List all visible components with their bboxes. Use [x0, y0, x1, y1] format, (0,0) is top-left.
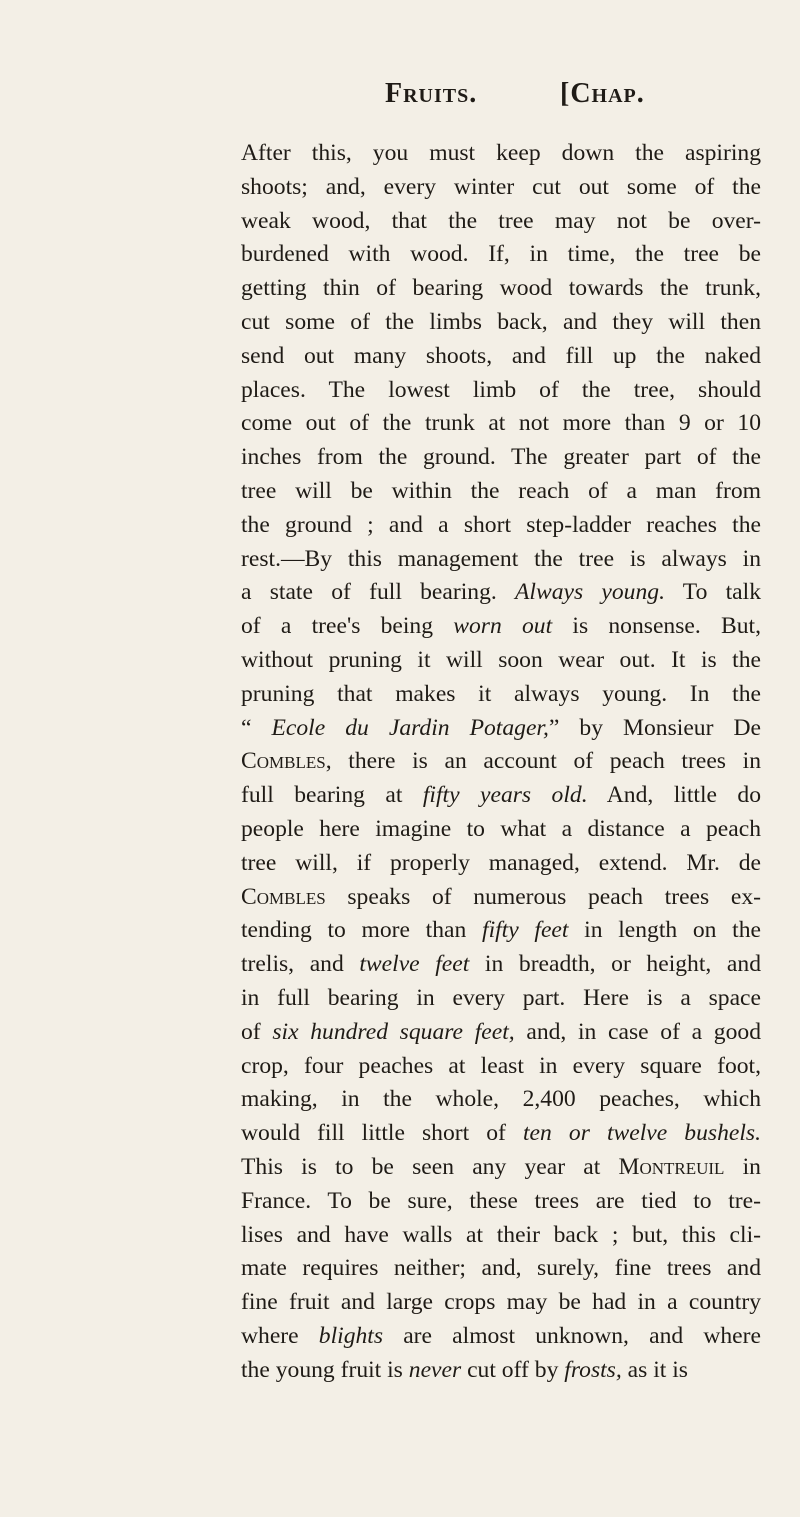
- italic-text: Always young.: [515, 579, 665, 606]
- text-segment: rest.—By this management the tree is always in: [241, 545, 761, 572]
- text-line: [241, 610, 761, 644]
- text-segment: ” by Monsieur De: [548, 714, 761, 741]
- text-segment: the ground ; and a short step-ladder reaches the: [241, 511, 761, 538]
- small-caps-text: Combles: [241, 748, 326, 775]
- text-segment: speaks of numerous peach trees ex-: [325, 883, 761, 910]
- text-segment: people here imagine to what a distance a peach: [241, 815, 761, 842]
- text-line: [241, 543, 761, 577]
- text-line: [241, 407, 761, 441]
- text-line: [241, 1083, 761, 1117]
- italic-text: blights: [318, 1322, 384, 1349]
- text-segment: where: [241, 1322, 319, 1349]
- text-segment: the young fruit is: [241, 1356, 409, 1383]
- text-line: [241, 576, 761, 610]
- text-segment: of a tree's being: [241, 613, 454, 640]
- text-segment: France. To be sure, these trees are tied to tre-: [241, 1187, 761, 1214]
- text-segment: burdened with wood. If, in time, the tree be: [241, 241, 761, 268]
- text-segment: come out of the trunk at not more than 9 or 10: [241, 410, 761, 437]
- text-line: [241, 441, 761, 475]
- text-line: [241, 137, 761, 171]
- text-segment: shoots; and, every winter cut out some of the: [241, 173, 761, 200]
- text-segment: a state of full bearing.: [241, 579, 516, 606]
- text-segment: cut off by: [461, 1356, 565, 1383]
- text-segment: pruning that makes it always young. In the: [241, 680, 761, 707]
- text-segment: tree will be within the reach of a man from: [241, 477, 761, 504]
- text-line: [241, 847, 761, 881]
- text-line: [241, 644, 761, 678]
- text-segment: inches from the ground. The greater part of the: [241, 444, 761, 471]
- text-line: [241, 1151, 761, 1185]
- italic-text: frosts,: [564, 1356, 622, 1383]
- text-segment: in: [724, 1153, 761, 1180]
- text-segment: tending to more than: [241, 917, 483, 944]
- text-segment: making, in the whole, 2,400 peaches, which: [241, 1086, 761, 1113]
- text-segment: are almost unknown, and where: [383, 1322, 761, 1349]
- text-segment: in breadth, or height, and: [469, 951, 761, 978]
- text-segment: This is to be seen any year at: [241, 1153, 619, 1180]
- text-segment: To talk: [664, 579, 761, 606]
- text-segment: After this, you must keep down the aspiring: [241, 140, 761, 166]
- text-segment: trelis, and: [241, 951, 360, 978]
- text-line: [241, 340, 761, 374]
- italic-text: worn out: [453, 613, 553, 640]
- text-line: [241, 779, 761, 813]
- text-line: [241, 1286, 761, 1320]
- text-line: [241, 272, 761, 306]
- text-line: [241, 509, 761, 543]
- text-segment: in full bearing in every part. Here is a space: [241, 984, 761, 1011]
- italic-text: fifty years old.: [422, 782, 588, 809]
- text-line: [241, 1016, 761, 1050]
- text-segment: in length on the: [568, 917, 761, 944]
- text-line: [241, 712, 761, 746]
- text-segment: full bearing at: [241, 782, 423, 809]
- italic-text: six hundred square feet,: [272, 1018, 515, 1045]
- text-line: [241, 374, 761, 408]
- text-segment: “: [241, 714, 272, 741]
- running-head-chapter: [Chap.: [560, 78, 645, 109]
- text-line: [241, 1185, 761, 1219]
- text-segment: crop, four peaches at least in every square foot,: [241, 1052, 761, 1079]
- text-line: [241, 1117, 761, 1151]
- text-line: [241, 1354, 761, 1388]
- text-segment: cut some of the limbs back, and they will then: [241, 308, 761, 335]
- text-line: [241, 881, 761, 915]
- text-segment: And, little do: [587, 782, 762, 809]
- text-segment: as it is: [621, 1356, 688, 1383]
- text-segment: tree will, if properly managed, extend. Mr. de: [241, 849, 761, 876]
- text-segment: and, in case of a good: [514, 1018, 761, 1045]
- text-segment: fine fruit and large crops may be had in a country: [241, 1289, 761, 1316]
- text-segment: without pruning it will soon wear out. It is the: [241, 646, 761, 673]
- small-caps-text: Combles: [241, 883, 326, 910]
- text-line: [241, 306, 761, 340]
- text-segment: would fill little short of: [241, 1120, 523, 1147]
- text-line: [241, 745, 761, 779]
- text-segment: mate requires neither; and, surely, fine trees and: [241, 1255, 761, 1282]
- text-line: [241, 914, 761, 948]
- italic-text: fifty feet: [482, 917, 569, 944]
- text-segment: , there is an account of peach trees in: [325, 748, 761, 775]
- text-segment: weak wood, that the tree may not be over-: [241, 207, 761, 234]
- text-line: [241, 171, 761, 205]
- text-line: [241, 1320, 761, 1354]
- small-caps-text: Montreuil: [618, 1153, 725, 1180]
- text-line: [241, 948, 761, 982]
- text-segment: places. The lowest limb of the tree, should: [241, 376, 761, 403]
- text-segment: of: [241, 1018, 273, 1045]
- italic-text: never: [408, 1356, 462, 1383]
- text-segment: getting thin of bearing wood towards the trunk,: [241, 275, 761, 302]
- text-segment: send out many shoots, and fill up the naked: [241, 342, 761, 369]
- text-line: [241, 238, 761, 272]
- text-segment: is nonsense. But,: [552, 613, 761, 640]
- text-line: [241, 1050, 761, 1084]
- running-head: [385, 78, 785, 118]
- italic-text: Ecole du Jardin Potager,: [271, 714, 549, 741]
- running-head-title: Fruits.: [385, 78, 478, 109]
- text-segment: lises and have walls at their back ; but, this cli-: [241, 1221, 761, 1248]
- text-line: [241, 813, 761, 847]
- text-line: [241, 1252, 761, 1286]
- body-text: [241, 137, 761, 1387]
- text-line: [241, 205, 761, 239]
- text-line: [241, 1219, 761, 1253]
- text-line: [241, 982, 761, 1016]
- text-line: [241, 678, 761, 712]
- italic-text: twelve feet: [359, 951, 470, 978]
- italic-text: ten or twelve bushels.: [523, 1120, 761, 1147]
- text-line: [241, 475, 761, 509]
